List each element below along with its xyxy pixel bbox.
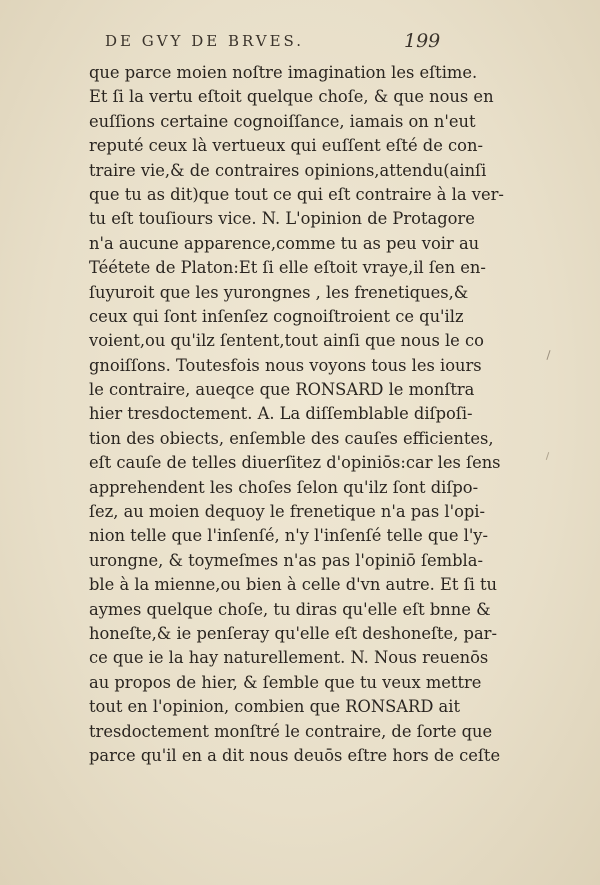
text-line: ble à la mienne,ou bien à celle d'vn autre. Et ſi tu: [89, 575, 498, 595]
text-line: que parce moien noſtre imagination les eſtime.: [89, 63, 478, 82]
text-line: parce qu'il en a dit nous deuōs eſtre hors de ceſte: [89, 745, 501, 765]
page-number: 199: [404, 30, 441, 52]
text-line: apprehendent les choſes ſelon qu'ilz ſont diſpo-: [89, 477, 479, 497]
text-line: ceux qui ſont inſenſez cognoiſtroient ce qu'ilz: [89, 306, 464, 326]
text-line: n'a aucune apparence,comme tu as peu voir au: [89, 233, 480, 253]
text-line: hier tresdoctement. A. La diſſemblable diſpoſi-: [89, 404, 473, 424]
text-line: gnoiſſons. Toutesfois nous voyons tous les iours: [89, 355, 482, 375]
text-line: au propos de hier, & ſemble que tu veux mettre: [89, 672, 482, 692]
text-line: tresdoctement monſtré le contraire, de ſorte que: [89, 721, 493, 741]
text-line: tu eſt touſiours vice. N. L'opinion de Protagore: [89, 209, 475, 229]
text-line: ſuyuroit que les yurongnes , les frenetiques,&: [89, 282, 469, 302]
text-line: tout en l'opinion, combien que RONSARD ait: [89, 697, 461, 717]
text-line: voient,ou qu'ilz ſentent,tout ainſi que nous le co: [89, 331, 484, 351]
text-line: urongne, & toymeſmes n'as pas l'opiniō ſembla-: [89, 550, 483, 570]
text-line: Téétete de Platon:Et ſi elle eſtoit vraye,il ſen en-: [89, 258, 486, 278]
text-line: ce que ie la hay naturellement. N. Nous reuenōs: [89, 648, 489, 668]
margin-mark: [546, 452, 549, 460]
text-line: le contraire, aueqce que RONSARD le monſtra: [89, 380, 475, 400]
margin-mark: [546, 350, 550, 360]
body-text: [89, 61, 504, 768]
text-line: eſt cauſe de telles diuerſitez d'opiniōs:car les ſens: [89, 453, 501, 473]
text-line: que tu as dit)que tout ce qui eſt contraire à la ver-: [89, 184, 504, 204]
text-line: ſez, au moien dequoy le frenetique n'a pas l'opi-: [89, 502, 486, 522]
text-line: reputé ceux là vertueux qui euſſent eſté de con-: [89, 136, 483, 156]
text-line: aymes quelque choſe, tu diras qu'elle eſt bnne &: [89, 599, 491, 619]
text-line: nion telle que l'inſenſé, n'y l'inſenſé telle que l'y-: [89, 526, 489, 546]
text-line: tion des obiects, enſemble des cauſes efficientes,: [89, 428, 494, 448]
text-line: euſſions certaine cognoiſſance, iamais on n'eut: [89, 111, 476, 131]
text-line: traire vie,& de contraires opinions,attendu(ainſi: [89, 160, 487, 180]
running-head: DE GVY DE BRVES.: [105, 32, 305, 50]
text-line: Et ſi la vertu eſtoit quelque choſe, & que nous en: [89, 87, 494, 107]
text-line: honeſte,& ie penſeray qu'elle eſt deshoneſte, par-: [89, 623, 497, 643]
